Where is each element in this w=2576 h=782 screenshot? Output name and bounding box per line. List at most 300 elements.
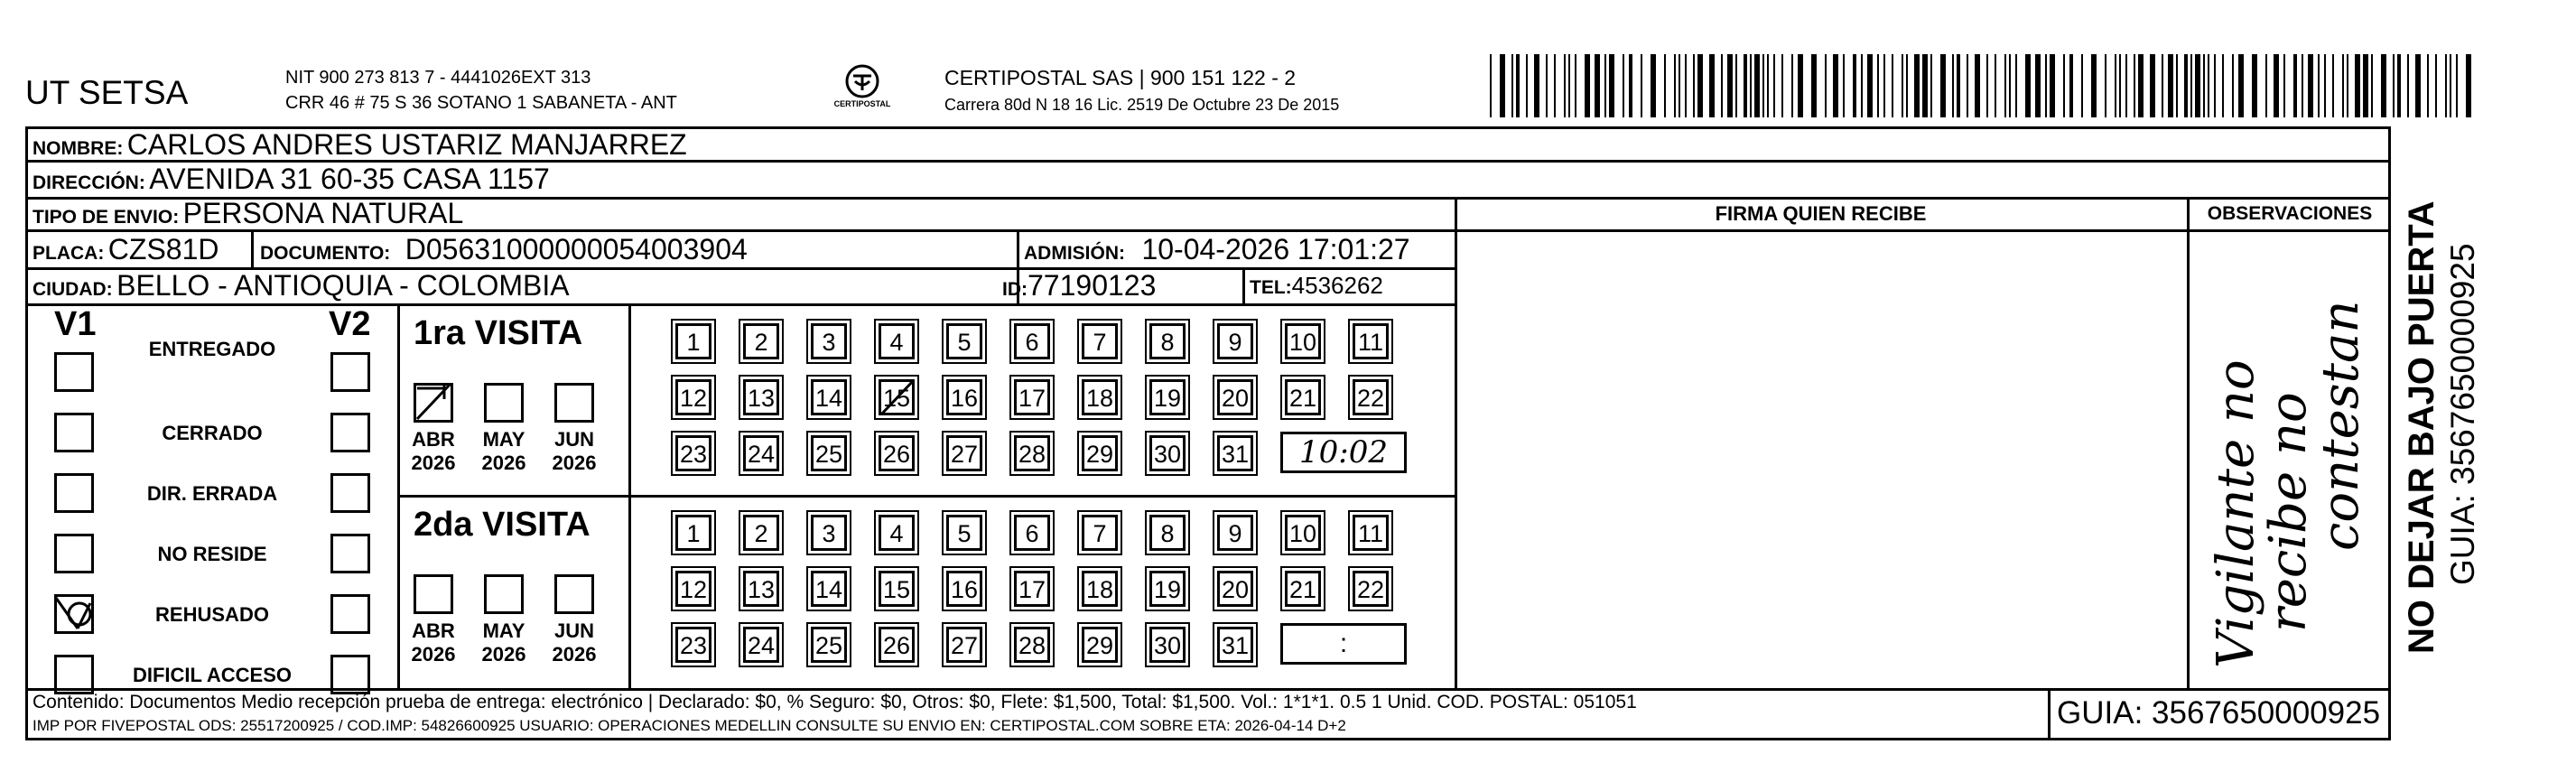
barcode-bar: [2332, 54, 2334, 117]
status-option-label: DIFICIL ACCESO: [132, 664, 292, 686]
day-cell[interactable]: [1213, 431, 1258, 476]
company-address: CRR 46 # 75 S 36 SOTANO 1 SABANETA - ANT: [285, 93, 677, 113]
barcode-bar: [1546, 54, 1548, 117]
day-cell[interactable]: [739, 510, 784, 555]
day-cell[interactable]: [806, 566, 851, 611]
month-checkbox[interactable]: [484, 383, 524, 423]
day-number: 9: [1217, 323, 1253, 359]
barcode-bar: [1957, 54, 1960, 117]
barcode-bar: [2435, 54, 2437, 117]
placa-value: CZS81D: [107, 233, 219, 265]
documento-row: [260, 231, 748, 274]
barcode-bar: [1995, 54, 1996, 117]
v2-checkbox[interactable]: [330, 594, 370, 634]
barcode-bar: [1500, 54, 1505, 117]
barcode-bar: [2293, 54, 2297, 117]
barcode-bar: [1811, 54, 1817, 117]
v1-checkbox[interactable]: [54, 413, 94, 452]
v2-checkbox[interactable]: [330, 534, 370, 573]
documento-label: DOCUMENTO:: [260, 243, 391, 264]
barcode-bar: [2214, 54, 2216, 117]
col-divider: [2187, 197, 2190, 688]
day-cell[interactable]: [1009, 319, 1055, 364]
day-number: 14: [811, 379, 847, 415]
month-label: [543, 619, 606, 666]
ciudad-label: CIUDAD:: [33, 279, 113, 300]
day-number: 24: [743, 627, 779, 663]
day-cell[interactable]: [1009, 510, 1055, 555]
barcode-bar: [1762, 54, 1764, 117]
barcode-bar: [2063, 54, 2065, 117]
day-number: 22: [1353, 379, 1389, 415]
day-cell[interactable]: [806, 431, 851, 476]
day-number: 12: [675, 379, 711, 415]
day-cell[interactable]: [1077, 566, 1122, 611]
tipo-label: TIPO DE ENVIO:: [33, 207, 180, 228]
month-checkbox[interactable]: [414, 574, 453, 614]
handwritten-line: recibe no: [2259, 392, 2318, 632]
barcode-bar: [1516, 54, 1520, 117]
barcode-bar: [1853, 54, 1856, 117]
side-guia: GUIA: 3567650000925: [2444, 243, 2481, 585]
admision-row: [1024, 231, 1410, 274]
barcode-bar: [2208, 54, 2209, 117]
day-cell[interactable]: [1145, 566, 1190, 611]
day-cell[interactable]: [874, 319, 919, 364]
v2-checkbox[interactable]: [330, 655, 370, 694]
v1-checkbox[interactable]: [54, 655, 94, 694]
month-year: 2026: [411, 452, 456, 474]
barcode-bar: [1843, 54, 1845, 117]
admision-label: ADMISIÓN:: [1024, 243, 1125, 264]
day-number: 8: [1149, 515, 1186, 551]
v1-checkbox[interactable]: [54, 594, 94, 634]
barcode-bar: [2466, 54, 2471, 117]
month-label: [543, 428, 606, 475]
barcode-bar: [1940, 54, 1946, 117]
barcode-bar: [1967, 54, 1968, 117]
day-cell[interactable]: [1213, 566, 1258, 611]
day-cell[interactable]: [1145, 319, 1190, 364]
barcode-bar: [2397, 54, 2401, 117]
day-cell[interactable]: [1077, 319, 1122, 364]
barcode-bar: [2318, 54, 2320, 117]
barcode-bar: [1773, 54, 1775, 117]
day-number: 29: [1082, 435, 1118, 471]
certipostal-nit: CERTIPOSTAL SAS | 900 151 122 - 2: [944, 66, 1297, 89]
barcode-bar: [1750, 54, 1752, 117]
day-number: 15: [879, 571, 915, 607]
certipostal-logo-icon: [833, 63, 891, 108]
barcode-bar: [1791, 54, 1793, 117]
tipo-row: [33, 197, 463, 236]
barcode-bar: [2125, 54, 2127, 117]
day-number: 8: [1149, 323, 1186, 359]
day-number: 5: [946, 323, 982, 359]
barcode-bar: [1568, 54, 1570, 117]
day-cell[interactable]: [874, 622, 919, 667]
barcode-bar: [1709, 54, 1715, 117]
day-cell[interactable]: [1280, 319, 1325, 364]
barcode-bar: [2308, 54, 2313, 117]
barcode-bar: [1877, 54, 1879, 117]
day-number: 17: [1014, 571, 1050, 607]
side-notice: NO DEJAR BAJO PUERTA: [2402, 200, 2441, 654]
day-number: 29: [1082, 627, 1118, 663]
barcode-bar: [2009, 54, 2011, 117]
day-number: 19: [1149, 379, 1186, 415]
v2-checkbox[interactable]: [330, 473, 370, 513]
day-number: 22: [1353, 571, 1389, 607]
barcode-bar: [2162, 54, 2163, 117]
day-number: 3: [811, 323, 847, 359]
day-cell[interactable]: [671, 566, 716, 611]
barcode-bar: [2415, 54, 2421, 117]
barcode-bar: [1604, 54, 1606, 117]
day-number: 25: [811, 435, 847, 471]
handwritten-line: Vigilante no: [2207, 359, 2265, 668]
barcode-bar: [2302, 54, 2303, 117]
day-number: 25: [811, 627, 847, 663]
day-number: 11: [1353, 323, 1389, 359]
day-cell[interactable]: [739, 622, 784, 667]
month-checkbox[interactable]: [484, 574, 524, 614]
day-cell[interactable]: [1077, 431, 1122, 476]
day-number: 24: [743, 435, 779, 471]
day-number: 11: [1353, 515, 1389, 551]
barcode-bar: [1861, 54, 1863, 117]
day-number: 13: [743, 571, 779, 607]
day-cell[interactable]: [806, 622, 851, 667]
day-cell[interactable]: [942, 375, 987, 420]
day-number: 30: [1149, 627, 1186, 663]
day-number: 23: [675, 627, 711, 663]
barcode-bar: [1721, 54, 1723, 117]
barcode-bar: [2427, 54, 2429, 117]
v2-checkbox[interactable]: [330, 413, 370, 452]
day-number: 27: [946, 627, 982, 663]
day-cell[interactable]: [1077, 622, 1122, 667]
status-option-label: REHUSADO: [155, 603, 269, 626]
barcode-bar: [2150, 54, 2155, 117]
barcode-bar: [1867, 54, 1873, 117]
documento-value: D05631000000054003904: [405, 233, 748, 265]
visit-time-box[interactable]: :: [1280, 623, 1407, 665]
tel-row: [1250, 268, 1383, 307]
barcode-bar: [1490, 54, 1492, 117]
month-name: MAY: [482, 428, 525, 451]
day-cell[interactable]: [874, 431, 919, 476]
day-cell[interactable]: [671, 431, 716, 476]
handwritten-line: contestan: [2311, 300, 2370, 551]
visit-time-box[interactable]: 10:02: [1280, 432, 1407, 473]
day-number: 20: [1217, 571, 1253, 607]
v1-checkbox[interactable]: [54, 534, 94, 573]
day-cell[interactable]: [671, 319, 716, 364]
month-name: MAY: [482, 619, 525, 642]
month-label: [402, 619, 465, 666]
day-number: 9: [1217, 515, 1253, 551]
day-cell[interactable]: [739, 319, 784, 364]
day-number: 17: [1014, 379, 1050, 415]
barcode: [1490, 54, 2478, 117]
status-option-label: DIR. ERRADA: [146, 482, 278, 505]
day-cell[interactable]: [1145, 510, 1190, 555]
day-cell[interactable]: [874, 566, 919, 611]
barcode-bar: [1609, 54, 1614, 117]
barcode-bar: [2025, 54, 2031, 117]
day-cell[interactable]: [671, 375, 716, 420]
barcode-bar: [2393, 54, 2395, 117]
status-option-label: ENTREGADO: [148, 338, 276, 360]
day-cell[interactable]: [1280, 510, 1325, 555]
month-name: ABR: [412, 619, 455, 642]
v1-checkbox[interactable]: [54, 473, 94, 513]
barcode-bar: [1825, 54, 1827, 117]
day-cell[interactable]: [806, 319, 851, 364]
tel-label: TEL:: [1250, 277, 1292, 298]
barcode-bar: [1641, 54, 1642, 117]
day-cell[interactable]: [942, 510, 987, 555]
day-cell[interactable]: [1009, 431, 1055, 476]
barcode-bar: [1952, 54, 1954, 117]
company-name: UT SETSA: [25, 74, 189, 111]
day-cell[interactable]: [739, 566, 784, 611]
day-cell[interactable]: [1009, 375, 1055, 420]
day-number: 2: [743, 323, 779, 359]
barcode-bar: [2184, 54, 2188, 117]
month-year: 2026: [481, 452, 526, 474]
barcode-bar: [2371, 54, 2373, 117]
barcode-bar: [1554, 54, 1556, 117]
admision-value: 10-04-2026 17:01:27: [1141, 233, 1410, 265]
barcode-bar: [1534, 54, 1539, 117]
day-cell[interactable]: [942, 566, 987, 611]
day-number: 30: [1149, 435, 1186, 471]
day-number: 4: [879, 515, 915, 551]
day-cell[interactable]: [942, 431, 987, 476]
barcode-bar: [2238, 54, 2244, 117]
day-cell[interactable]: [1213, 375, 1258, 420]
month-name: JUN: [553, 428, 594, 451]
barcode-bar: [1623, 54, 1624, 117]
id-row: [1002, 268, 1156, 309]
barcode-bar: [2456, 54, 2458, 117]
barcode-bar: [2363, 54, 2368, 117]
status-option-label: CERRADO: [162, 422, 263, 444]
barcode-bar: [1511, 54, 1513, 117]
barcode-bar: [2232, 54, 2234, 117]
barcode-bar: [2355, 54, 2360, 117]
barcode-bar: [2168, 54, 2173, 117]
visit-title: 1ra VISITA: [414, 314, 583, 352]
barcode-bar: [1986, 54, 1988, 117]
day-cell[interactable]: [942, 319, 987, 364]
day-cell[interactable]: [1348, 375, 1393, 420]
ciudad-row: [33, 268, 570, 309]
barcode-bar: [1833, 54, 1838, 117]
barcode-bar: [1697, 54, 1703, 117]
day-cell[interactable]: [1280, 566, 1325, 611]
tipo-value: PERSONA NATURAL: [182, 197, 464, 229]
barcode-bar: [2105, 54, 2106, 117]
company-nit: NIT 900 273 813 7 - 4441026EXT 313: [285, 68, 591, 88]
id-label: ID:: [1002, 279, 1028, 300]
barcode-bar: [1595, 54, 1600, 117]
month-checkbox[interactable]: [554, 383, 594, 423]
barcode-bar: [2176, 54, 2178, 117]
barcode-bar: [2119, 54, 2121, 117]
barcode-bar: [2091, 54, 2097, 117]
col-divider: [1455, 197, 1457, 688]
day-cell[interactable]: [1009, 622, 1055, 667]
day-number: 28: [1014, 627, 1050, 663]
barcode-bar: [1735, 54, 1737, 117]
day-cell[interactable]: [874, 375, 919, 420]
barcode-bar: [1564, 54, 1566, 117]
day-number: 3: [811, 515, 847, 551]
barcode-bar: [2274, 54, 2279, 117]
barcode-bar: [1914, 54, 1920, 117]
day-cell[interactable]: [1145, 431, 1190, 476]
barcode-bar: [2381, 54, 2386, 117]
day-number: 21: [1285, 379, 1321, 415]
day-cell[interactable]: [1213, 510, 1258, 555]
placa-row: [33, 231, 219, 274]
direccion-label: DIRECCIÓN:: [33, 172, 145, 193]
barcode-bar: [2015, 54, 2017, 117]
day-number: 6: [1014, 515, 1050, 551]
barcode-bar: [2045, 54, 2047, 117]
barcode-bar: [2134, 54, 2135, 117]
day-number: 7: [1082, 323, 1118, 359]
barcode-bar: [1767, 54, 1769, 117]
v2-checkbox[interactable]: [330, 352, 370, 392]
day-cell[interactable]: [1077, 375, 1122, 420]
day-cell[interactable]: [1348, 566, 1393, 611]
day-cell[interactable]: [1280, 375, 1325, 420]
barcode-bar: [2081, 54, 2083, 117]
day-cell[interactable]: [806, 375, 851, 420]
day-cell[interactable]: [1348, 510, 1393, 555]
direccion-value: AVENIDA 31 60-35 CASA 1157: [149, 163, 550, 195]
barcode-bar: [2283, 54, 2285, 117]
barcode-bar: [1629, 54, 1632, 117]
col-divider: [2048, 688, 2051, 740]
barcode-bar: [2035, 54, 2041, 117]
status-option-label: NO RESIDE: [157, 543, 267, 565]
day-cell[interactable]: [671, 622, 716, 667]
barcode-bar: [1727, 54, 1733, 117]
day-number: 14: [811, 571, 847, 607]
barcode-bar: [2445, 54, 2447, 117]
placa-label: PLACA:: [33, 243, 105, 264]
barcode-bar: [1575, 54, 1576, 117]
month-checkbox[interactable]: [554, 574, 594, 614]
barcode-bar: [2324, 54, 2326, 117]
day-cell[interactable]: [1145, 622, 1190, 667]
barcode-bar: [1922, 54, 1928, 117]
day-number: 15: [879, 379, 915, 415]
day-number: 19: [1149, 571, 1186, 607]
day-cell[interactable]: [942, 622, 987, 667]
day-number: 27: [946, 435, 982, 471]
day-number: 23: [675, 435, 711, 471]
day-cell[interactable]: [1009, 566, 1055, 611]
barcode-bar: [2265, 54, 2267, 117]
tel-value: 4536262: [1291, 272, 1383, 299]
day-number: 10: [1285, 515, 1321, 551]
day-cell[interactable]: [739, 431, 784, 476]
footer-line1: Contenido: Documentos Medio recepción prueba de entrega: electrónico | Declarado: $0, % Seguro: $0, Otros: $0, Flete: $1,500, Total: $1,500. Vol.: 1*1*1. 0.5 1 Unid. COD. POSTAL: 051051: [33, 692, 1637, 712]
day-cell[interactable]: [1348, 319, 1393, 364]
check-mark-icon: [414, 383, 453, 423]
observaciones-header: OBSERVACIONES: [2207, 203, 2373, 224]
day-number: 16: [946, 379, 982, 415]
day-cell[interactable]: [806, 510, 851, 555]
day-cell[interactable]: [671, 510, 716, 555]
barcode-bar: [1685, 54, 1687, 117]
firma-header: FIRMA QUIEN RECIBE: [1715, 202, 1927, 225]
day-number: 18: [1082, 571, 1118, 607]
day-cell[interactable]: [874, 510, 919, 555]
footer-guia: GUIA: 3567650000925: [2057, 695, 2381, 731]
barcode-bar: [1674, 54, 1676, 117]
logo-text: CERTIPOSTAL: [833, 99, 891, 108]
day-cell[interactable]: [1077, 510, 1122, 555]
nombre-value: CARLOS ANDRES USTARIZ MANJARREZ: [126, 128, 687, 161]
row-divider: [397, 495, 1455, 498]
day-number: 26: [879, 627, 915, 663]
barcode-bar: [1781, 54, 1783, 117]
barcode-bar: [1930, 54, 1932, 117]
id-value: 77190123: [1028, 269, 1157, 302]
day-cell[interactable]: [1213, 622, 1258, 667]
day-number: 21: [1285, 571, 1321, 607]
barcode-bar: [2069, 54, 2073, 117]
day-number: 10: [1285, 323, 1321, 359]
day-number: 12: [675, 571, 711, 607]
barcode-bar: [2222, 54, 2224, 117]
row-divider: [25, 688, 2391, 691]
v1-checkbox[interactable]: [54, 352, 94, 392]
barcode-bar: [1798, 54, 1803, 117]
barcode-bar: [2195, 54, 2200, 117]
day-number: 4: [879, 323, 915, 359]
day-number: 1: [675, 323, 711, 359]
month-year: 2026: [552, 452, 597, 474]
day-number: 7: [1082, 515, 1118, 551]
barcode-bar: [2203, 54, 2205, 117]
barcode-bar: [1664, 54, 1666, 117]
day-number: 31: [1217, 435, 1253, 471]
month-name: ABR: [412, 428, 455, 451]
month-checkbox[interactable]: [414, 383, 453, 423]
day-number: 18: [1082, 379, 1118, 415]
v2-label: V2: [329, 305, 371, 343]
day-cell[interactable]: [739, 375, 784, 420]
month-label: [472, 428, 535, 475]
barcode-bar: [1693, 54, 1695, 117]
barcode-bar: [1902, 54, 1903, 117]
day-number: 13: [743, 379, 779, 415]
visit-title: 2da VISITA: [414, 506, 591, 544]
day-cell[interactable]: [1213, 319, 1258, 364]
month-year: 2026: [481, 643, 526, 666]
barcode-bar: [2407, 54, 2409, 117]
barcode-bar: [1975, 54, 1980, 117]
day-cell[interactable]: [1145, 375, 1190, 420]
